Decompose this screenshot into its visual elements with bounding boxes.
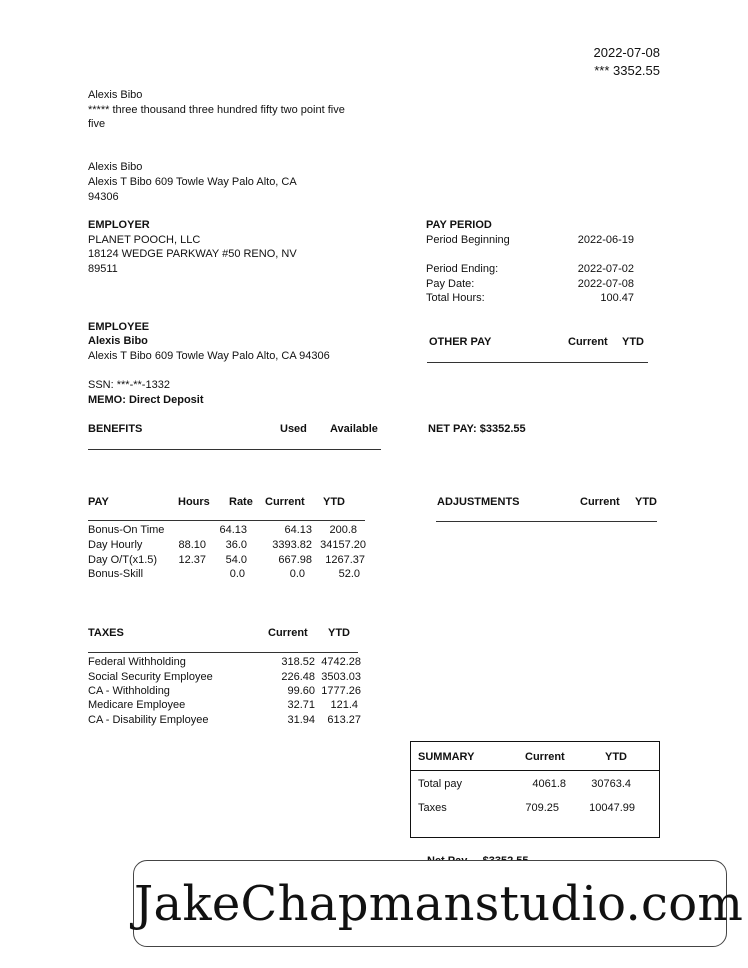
summary-ytd-header: YTD bbox=[605, 751, 627, 763]
taxes-current-header: Current bbox=[268, 627, 308, 639]
summary-row-ytd: 10047.99 bbox=[589, 802, 635, 814]
other-pay-current-header: Current bbox=[568, 336, 608, 348]
taxes-rule bbox=[88, 652, 358, 653]
amount-words-line1: ***** three thousand three hundred fifty two point five bbox=[88, 104, 345, 116]
tax-row-current: 31.94 bbox=[287, 714, 315, 726]
pay-rule bbox=[88, 520, 365, 521]
period-beginning-value: 2022-06-19 bbox=[577, 234, 634, 246]
pay-row-rate: 54.0 bbox=[225, 554, 247, 566]
benefits-used-header: Used bbox=[280, 423, 307, 435]
pay-row-ytd: 1267.37 bbox=[325, 554, 365, 566]
employee-address: Alexis T Bibo 609 Towle Way Palo Alto, CA 94306 bbox=[88, 350, 330, 362]
pay-header-ytd: YTD bbox=[323, 496, 345, 508]
employee-ssn: SSN: ***-**-1332 bbox=[88, 379, 170, 391]
net-pay-label: NET PAY: $3352.55 bbox=[428, 423, 526, 435]
pay-row-current: 667.98 bbox=[278, 554, 312, 566]
pay-row-ytd: 34157.20 bbox=[320, 539, 366, 551]
total-hours-value: 100.47 bbox=[600, 292, 634, 304]
tax-row-ytd: 121.4 bbox=[330, 699, 358, 711]
pay-row-rate: 64.13 bbox=[219, 524, 247, 536]
period-ending-value: 2022-07-02 bbox=[577, 263, 634, 275]
summary-box bbox=[410, 741, 660, 838]
summary-row-ytd: 30763.4 bbox=[591, 778, 631, 790]
pay-row-rate: 0.0 bbox=[229, 568, 245, 580]
amount-words-line2: five bbox=[88, 118, 106, 130]
pay-row-hours: 88.10 bbox=[178, 539, 206, 551]
pay-date-value: 2022-07-08 bbox=[577, 278, 634, 290]
total-hours-label: Total Hours: bbox=[426, 292, 485, 304]
pay-row-ytd: 200.8 bbox=[329, 524, 357, 536]
tax-row-ytd: 1777.26 bbox=[321, 685, 361, 697]
watermark-banner: JakeChapmanstudio.com bbox=[133, 860, 727, 947]
pay-period-heading: PAY PERIOD bbox=[426, 219, 492, 231]
tax-row-current: 318.52 bbox=[281, 656, 315, 668]
adjustments-rule bbox=[436, 521, 657, 522]
pay-header-rate: Rate bbox=[229, 496, 253, 508]
summary-current-header: Current bbox=[525, 751, 565, 763]
adjustments-current-header: Current bbox=[580, 496, 620, 508]
other-pay-heading: OTHER PAY bbox=[429, 336, 492, 348]
pay-row-name: Day Hourly bbox=[88, 539, 143, 551]
pay-header-pay: PAY bbox=[88, 496, 109, 508]
tax-row-name: Federal Withholding bbox=[88, 656, 186, 668]
tax-row-name: CA - Disability Employee bbox=[88, 714, 209, 726]
check-amount: *** 3352.55 bbox=[594, 63, 660, 78]
tax-row-name: Medicare Employee bbox=[88, 699, 186, 711]
pay-row-name: Bonus-Skill bbox=[88, 568, 144, 580]
period-beginning-label: Period Beginning bbox=[426, 234, 510, 246]
period-ending-label: Period Ending: bbox=[426, 263, 499, 275]
benefits-available-header: Available bbox=[330, 423, 378, 435]
mailing-line1: Alexis T Bibo 609 Towle Way Palo Alto, CA bbox=[88, 176, 297, 188]
summary-row-label: Taxes bbox=[418, 802, 447, 814]
summary-row-current: 709.25 bbox=[525, 802, 559, 814]
summary-row-label: Total pay bbox=[418, 778, 463, 790]
employer-address-line2: 89511 bbox=[88, 263, 118, 275]
tax-row-ytd: 4742.28 bbox=[321, 656, 361, 668]
pay-row-current: 64.13 bbox=[284, 524, 312, 536]
tax-row-ytd: 3503.03 bbox=[321, 671, 361, 683]
payee-name: Alexis Bibo bbox=[88, 89, 143, 101]
pay-row-ytd: 52.0 bbox=[338, 568, 360, 580]
other-pay-ytd-header: YTD bbox=[622, 336, 644, 348]
tax-row-name: Social Security Employee bbox=[88, 671, 213, 683]
employee-heading: EMPLOYEE bbox=[88, 321, 150, 333]
mailing-name: Alexis Bibo bbox=[88, 161, 143, 173]
other-pay-rule bbox=[427, 362, 648, 363]
pay-row-name: Day O/T(x1.5) bbox=[88, 554, 158, 566]
adjustments-ytd-header: YTD bbox=[635, 496, 657, 508]
pay-header-current: Current bbox=[265, 496, 305, 508]
pay-row-current: 3393.82 bbox=[272, 539, 312, 551]
pay-row-current: 0.0 bbox=[289, 568, 305, 580]
employer-name: PLANET POOCH, LLC bbox=[88, 234, 201, 246]
employee-memo: MEMO: Direct Deposit bbox=[88, 394, 204, 406]
summary-row-current: 4061.8 bbox=[532, 778, 566, 790]
tax-row-current: 32.71 bbox=[287, 699, 315, 711]
mailing-line2: 94306 bbox=[88, 191, 119, 203]
employee-name: Alexis Bibo bbox=[88, 335, 148, 347]
check-date: 2022-07-08 bbox=[593, 45, 660, 60]
pay-row-name: Bonus-On Time bbox=[88, 524, 165, 536]
summary-heading: SUMMARY bbox=[418, 751, 475, 763]
benefits-rule bbox=[88, 449, 381, 450]
taxes-ytd-header: YTD bbox=[328, 627, 350, 639]
pay-header-hours: Hours bbox=[178, 496, 210, 508]
employer-address-line1: 18124 WEDGE PARKWAY #50 RENO, NV bbox=[88, 248, 297, 260]
pay-row-rate: 36.0 bbox=[225, 539, 247, 551]
tax-row-current: 226.48 bbox=[281, 671, 315, 683]
adjustments-heading: ADJUSTMENTS bbox=[437, 496, 520, 508]
pay-row-hours: 12.37 bbox=[178, 554, 206, 566]
summary-rule bbox=[411, 770, 659, 771]
benefits-heading: BENEFITS bbox=[88, 423, 143, 435]
employer-heading: EMPLOYER bbox=[88, 219, 150, 231]
tax-row-current: 99.60 bbox=[287, 685, 315, 697]
tax-row-ytd: 613.27 bbox=[327, 714, 361, 726]
pay-date-label: Pay Date: bbox=[426, 278, 475, 290]
taxes-heading: TAXES bbox=[88, 627, 124, 639]
tax-row-name: CA - Withholding bbox=[88, 685, 170, 697]
